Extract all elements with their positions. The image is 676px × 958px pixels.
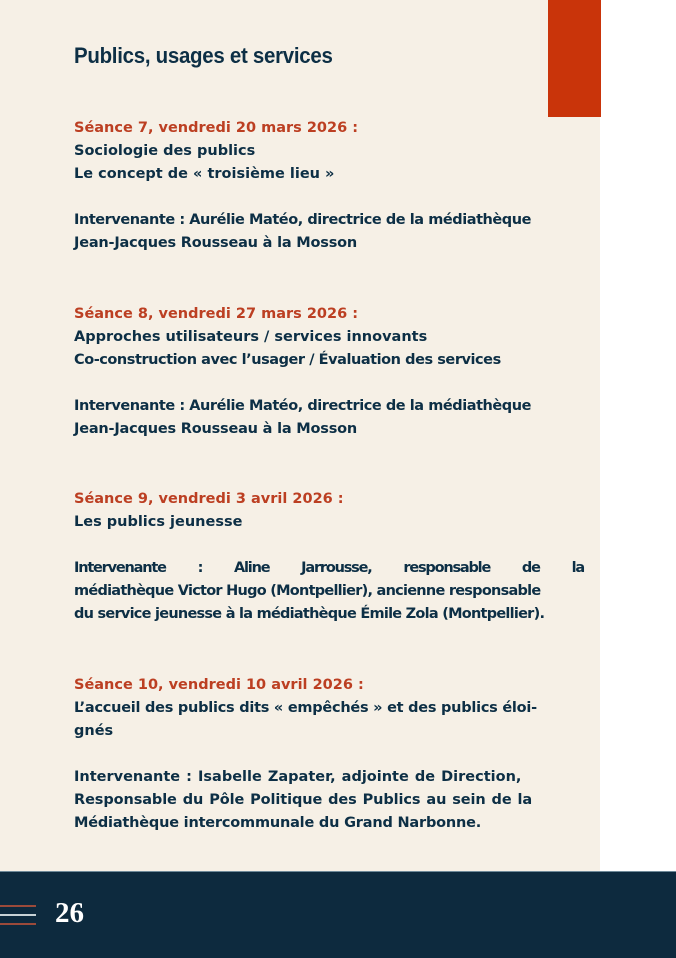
session-heading: Séance 9, vendredi 3 avril 2026 : (74, 491, 344, 507)
speaker-line: Responsable du Pôle Politique des Publics au sein de la (74, 792, 533, 808)
page-number: 26 (55, 897, 84, 929)
session-9 (74, 488, 584, 626)
speaker-line: médiathèque Victor Hugo (Montpellier), ancienne responsable (74, 583, 541, 599)
footer-line-light (0, 914, 36, 916)
session-speaker (74, 766, 584, 835)
session-topic: Sociologie des publics (74, 143, 256, 159)
session-topic: L’accueil des publics dits « empêchés » et des publics éloi- (74, 700, 537, 716)
speaker-line: Jean-Jacques Rousseau à la Mosson (74, 235, 358, 251)
footer-line-red (0, 923, 36, 925)
speaker-line: Médiathèque intercommunale du Grand Narbonne. (74, 815, 482, 831)
speaker-line: Intervenante : Aurélie Matéo, directrice de la médiathèque (74, 212, 531, 228)
session-10 (74, 674, 584, 835)
page-title: Publics, usages et services (74, 43, 333, 68)
session-topic: Co-construction avec l’usager / Évaluation des services (74, 352, 501, 368)
session-topic: gnés (74, 723, 114, 739)
session-heading: Séance 8, vendredi 27 mars 2026 : (74, 306, 359, 322)
speaker-line (74, 557, 584, 580)
session-topic: Approches utilisateurs / services innovants (74, 329, 428, 345)
session-topic: Le concept de « troisième lieu » (74, 166, 335, 182)
footer-band (0, 871, 676, 958)
speaker-line-text: Intervenante : Aline Jarrousse, responsable de la (74, 560, 584, 576)
accent-red-block (548, 0, 601, 117)
session-speaker (74, 395, 584, 441)
session-speaker (74, 209, 584, 255)
speaker-line: Jean-Jacques Rousseau à la Mosson (74, 421, 358, 437)
session-heading: Séance 7, vendredi 20 mars 2026 : (74, 120, 359, 136)
session-speaker (74, 557, 584, 626)
session-8 (74, 303, 584, 441)
footer-line-red (0, 905, 36, 907)
session-topic: Les publics jeunesse (74, 514, 243, 530)
speaker-line: Intervenante : Aurélie Matéo, directrice de la médiathèque (74, 398, 531, 414)
speaker-line: du service jeunesse à la médiathèque Émile Zola (Montpellier). (74, 606, 545, 622)
session-heading: Séance 10, vendredi 10 avril 2026 : (74, 677, 364, 693)
speaker-line: Intervenante : Isabelle Zapater, adjointe de Direction, (74, 769, 522, 785)
session-7 (74, 117, 584, 255)
footer-lines-icon (0, 904, 36, 926)
